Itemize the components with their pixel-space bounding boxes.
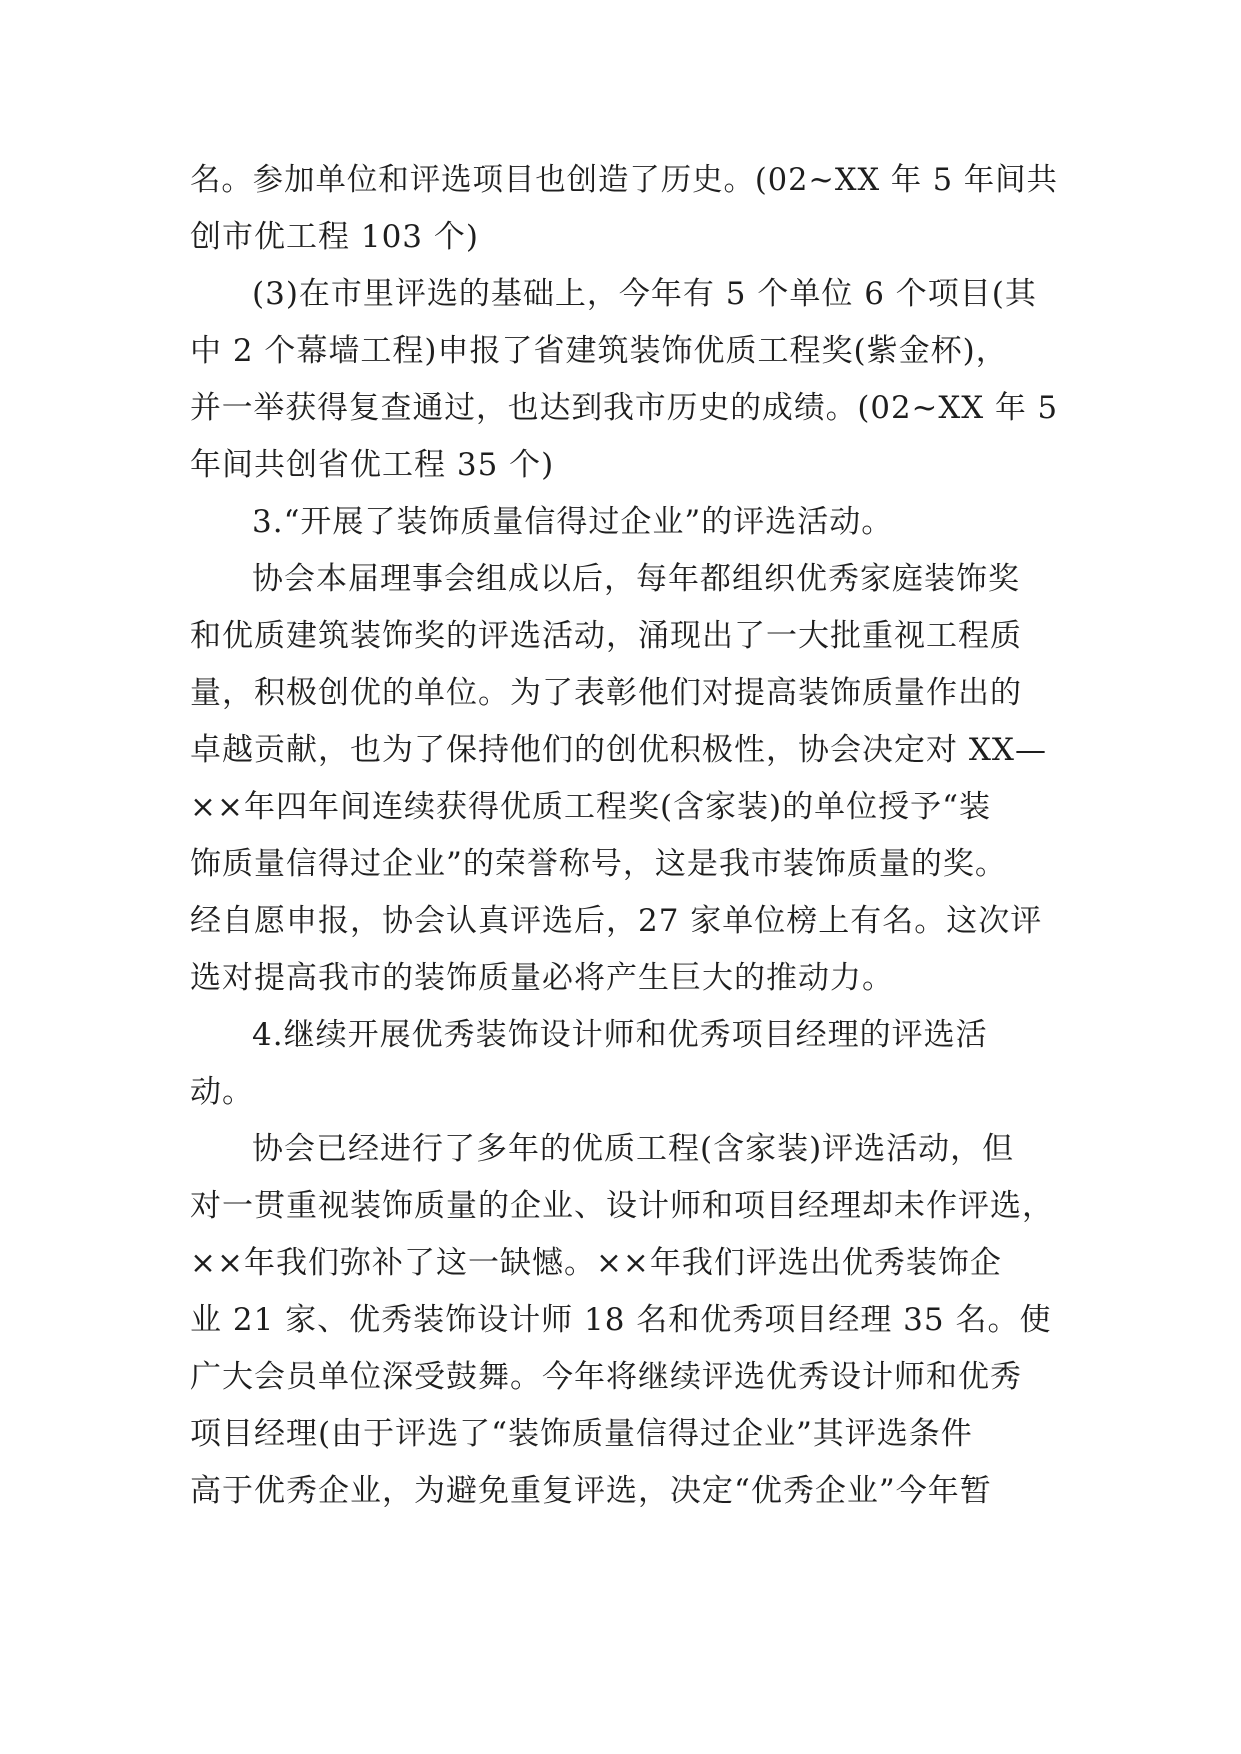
text-line: 动。	[190, 1074, 254, 1110]
text-line: 创市优工程 103 个)	[190, 219, 479, 255]
text-line: 协会已经进行了多年的优质工程(含家装)评选活动，但	[252, 1131, 1015, 1167]
text-line: 中 2 个幕墙工程)申报了省建筑装饰优质工程奖(紫金杯)，	[190, 333, 1008, 369]
text-line: 饰质量信得过企业”的荣誉称号，这是我市装饰质量的奖。	[190, 846, 1007, 882]
text-line: 名。参加单位和评选项目也创造了历史。(02~XX 年 5 年间共	[190, 162, 1058, 198]
text-line: 项目经理(由于评选了“装饰质量信得过企业”其评选条件	[190, 1416, 973, 1452]
text-line: 并一举获得复查通过，也达到我市历史的成绩。(02~XX 年 5	[190, 390, 1059, 426]
text-line: 对一贯重视装饰质量的企业、设计师和项目经理却未作评选，	[190, 1188, 1054, 1224]
section-heading: 3.“开展了装饰质量信得过企业”的评选活动。	[252, 504, 894, 540]
text-line: ××年四年间连续获得优质工程奖(含家装)的单位授予“装	[190, 789, 991, 825]
text-line: 经自愿申报，协会认真评选后，27 家单位榜上有名。这次评	[190, 903, 1043, 939]
text-line: 年间共创省优工程 35 个)	[190, 447, 555, 483]
text-line: ××年我们弥补了这一缺憾。××年我们评选出优秀装饰企	[190, 1245, 1002, 1281]
text-line: 选对提高我市的装饰质量必将产生巨大的推动力。	[190, 960, 894, 996]
text-line: 业 21 家、优秀装饰设计师 18 名和优秀项目经理 35 名。使	[190, 1302, 1052, 1338]
text-line: 协会本届理事会组成以后，每年都组织优秀家庭装饰奖	[252, 561, 1020, 597]
text-line: 和优质建筑装饰奖的评选活动，涌现出了一大批重视工程质	[190, 618, 1022, 654]
text-line: 广大会员单位深受鼓舞。今年将继续评选优秀设计师和优秀	[190, 1359, 1022, 1395]
text-line: 高于优秀企业，为避免重复评选，决定“优秀企业”今年暂	[190, 1473, 992, 1509]
text-line: 量，积极创优的单位。为了表彰他们对提高装饰质量作出的	[190, 675, 1022, 711]
section-heading: 4.继续开展优秀装饰设计师和优秀项目经理的评选活	[252, 1017, 988, 1053]
text-line: (3)在市里评选的基础上，今年有 5 个单位 6 个项目(其	[252, 276, 1037, 312]
text-line: 卓越贡献，也为了保持他们的创优积极性，协会决定对 XX—	[190, 732, 1047, 768]
